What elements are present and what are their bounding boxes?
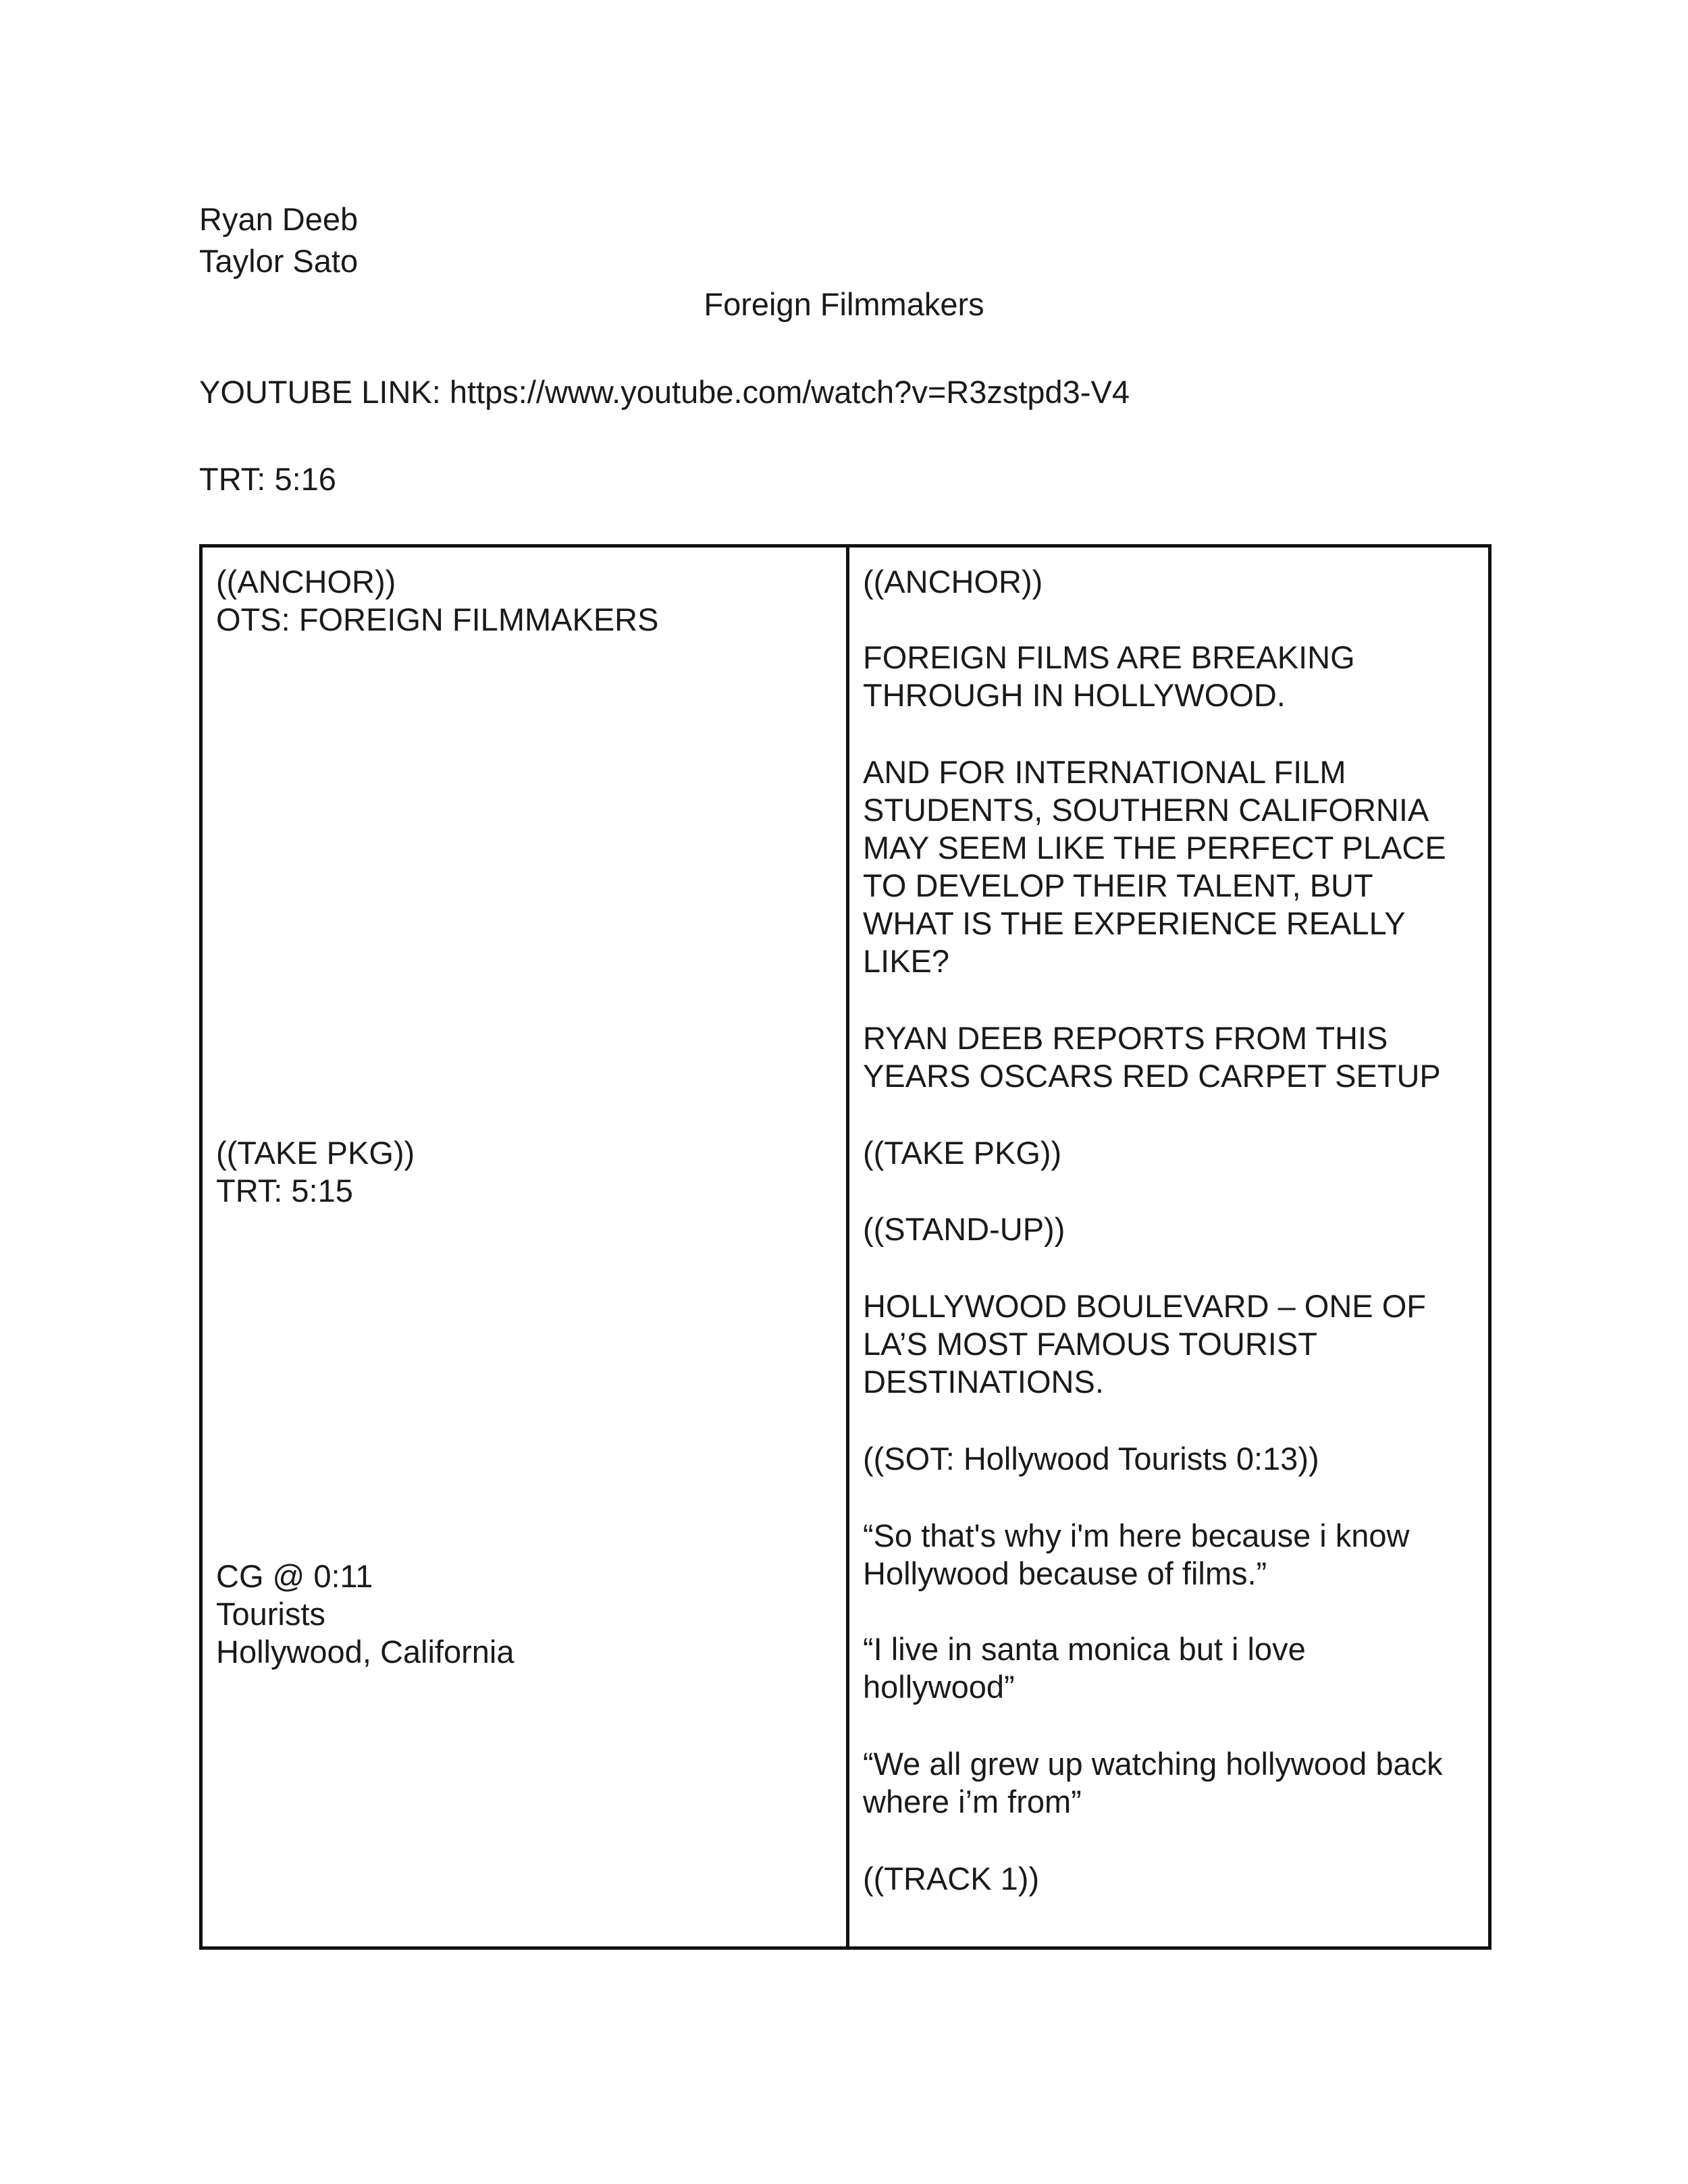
- audio-line: STUDENTS, SOUTHERN CALIFORNIA: [863, 792, 1429, 828]
- document-title: Foreign Filmmakers: [704, 286, 984, 322]
- audio-line: “We all grew up watching hollywood back: [863, 1746, 1443, 1782]
- video-cue: Tourists: [216, 1596, 325, 1632]
- audio-line: ((SOT: Hollywood Tourists 0:13)): [863, 1441, 1319, 1476]
- audio-line: DESTINATIONS.: [863, 1364, 1104, 1400]
- trt-label: TRT:: [199, 461, 266, 497]
- youtube-link-label: YOUTUBE LINK:: [199, 374, 441, 410]
- youtube-link-url[interactable]: https://www.youtube.com/watch?v=R3zstpd3-V4: [449, 374, 1130, 410]
- audio-line: hollywood”: [863, 1669, 1015, 1705]
- audio-line: Hollywood because of films.”: [863, 1555, 1267, 1591]
- author-name: Ryan Deeb: [199, 201, 359, 237]
- script-table: [199, 544, 1492, 1950]
- audio-line: ((ANCHOR)): [863, 564, 1043, 600]
- audio-line: RYAN DEEB REPORTS FROM THIS: [863, 1020, 1388, 1056]
- audio-line: ((TAKE PKG)): [863, 1135, 1062, 1171]
- audio-line: YEARS OSCARS RED CARPET SETUP: [863, 1058, 1441, 1094]
- audio-line: ((STAND-UP)): [863, 1211, 1065, 1247]
- video-cue: ((ANCHOR)): [216, 564, 396, 600]
- youtube-link-line: [199, 373, 1130, 411]
- video-cue: ((TAKE PKG)): [216, 1135, 415, 1171]
- audio-line: LA’S MOST FAMOUS TOURIST: [863, 1326, 1317, 1362]
- audio-line: HOLLYWOOD BOULEVARD – ONE OF: [863, 1288, 1426, 1324]
- audio-line: WHAT IS THE EXPERIENCE REALLY: [863, 905, 1406, 941]
- audio-line: FOREIGN FILMS ARE BREAKING: [863, 639, 1355, 675]
- audio-line: ((TRACK 1)): [863, 1861, 1040, 1896]
- video-cue: TRT: 5:15: [216, 1173, 353, 1208]
- audio-line: “I live in santa monica but i love: [863, 1631, 1306, 1667]
- video-cue: OTS: FOREIGN FILMMAKERS: [216, 602, 659, 637]
- audio-line: TO DEVELOP THEIR TALENT, BUT: [863, 868, 1373, 903]
- video-cue: Hollywood, California: [216, 1634, 515, 1670]
- author-name: Taylor Sato: [199, 243, 359, 279]
- column-divider: [846, 548, 849, 1946]
- video-cue: CG @ 0:11: [216, 1558, 373, 1594]
- audio-line: where i’m from”: [863, 1784, 1082, 1819]
- audio-line: “So that's why i'm here because i know: [863, 1518, 1410, 1553]
- total-running-time: [199, 460, 336, 498]
- audio-line: LIKE?: [863, 943, 950, 979]
- audio-line: THROUGH IN HOLLYWOOD.: [863, 677, 1286, 713]
- trt-value: 5:16: [274, 461, 336, 497]
- audio-line: MAY SEEM LIKE THE PERFECT PLACE: [863, 830, 1446, 865]
- audio-line: AND FOR INTERNATIONAL FILM: [863, 754, 1346, 790]
